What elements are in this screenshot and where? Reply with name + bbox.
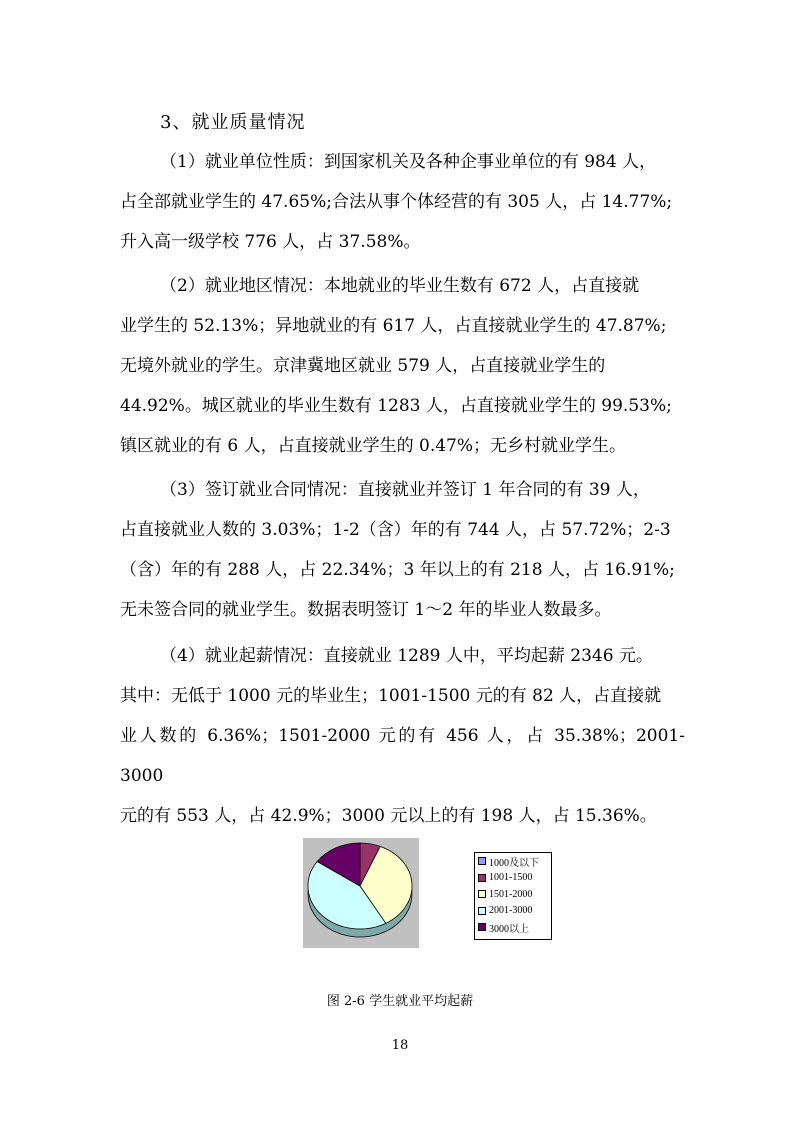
legend-item bbox=[475, 919, 551, 936]
text-line: 占全部就业学生的 47.65%;合法从事个体经营的有 305 人，占 14.77%; bbox=[120, 192, 673, 212]
legend-swatch bbox=[478, 857, 486, 865]
legend-swatch bbox=[478, 874, 486, 882]
paragraph-starting-salary bbox=[120, 636, 685, 836]
pie-chart-svg bbox=[300, 836, 430, 951]
text-line: 业人数的 6.36%；1501-2000 元的有 456 人，占 35.38%；2001-3000 bbox=[120, 726, 685, 786]
legend-swatch bbox=[478, 907, 486, 915]
legend-item bbox=[475, 886, 551, 903]
text-line: 其中：无低于 1000 元的毕业生；1001-1500 元的有 82 人，占直接就 bbox=[120, 686, 662, 706]
paragraph-employer-type bbox=[120, 142, 685, 262]
figure-caption: 图 2-6 学生就业平均起薪 bbox=[326, 994, 474, 1009]
paragraph-employment-region bbox=[120, 266, 685, 466]
text-line: 无未签合同的就业学生。数据表明签订 1～2 年的毕业人数最多。 bbox=[120, 600, 612, 620]
legend-label: 1501-2000 bbox=[489, 888, 533, 900]
legend-item bbox=[475, 870, 551, 887]
paragraph-contracts bbox=[120, 470, 685, 630]
text-line: 业学生的 52.13%；异地就业的有 617 人，占直接就业学生的 47.87%; bbox=[120, 316, 667, 336]
legend-item bbox=[475, 903, 551, 920]
text-line: （2）就业地区情况：本地就业的毕业生数有 672 人，占直接就 bbox=[160, 276, 640, 296]
page-number: 18 bbox=[391, 1038, 409, 1053]
legend-label: 2001-3000 bbox=[489, 905, 533, 917]
text-line: 44.92%。城区就业的毕业生数有 1283 人，占直接就业学生的 99.53%; bbox=[120, 396, 672, 416]
legend-item bbox=[475, 853, 551, 870]
legend-label: 1001-1500 bbox=[489, 872, 533, 884]
text-line: 镇区就业的有 6 人，占直接就业学生的 0.47%；无乡村就业学生。 bbox=[120, 436, 627, 456]
text-line: 元的有 553 人，占 42.9%；3000 元以上的有 198 人，占 15.36%。 bbox=[120, 806, 657, 826]
text-line: 升入高一级学校 776 人，占 37.58%。 bbox=[120, 232, 421, 252]
text-line: 占直接就业人数的 3.03%；1-2（含）年的有 744 人，占 57.72%；2-3 bbox=[120, 520, 671, 540]
legend-swatch bbox=[478, 923, 486, 931]
text-line: 无境外就业的学生。京津冀地区就业 579 人，占直接就业学生的 bbox=[120, 356, 606, 376]
legend-label: 1000及以下 bbox=[489, 857, 539, 869]
legend-label: 3000以上 bbox=[489, 923, 529, 935]
chart-legend bbox=[474, 852, 552, 940]
text-line: （4）就业起薪情况：直接就业 1289 人中，平均起薪 2346 元。 bbox=[160, 646, 653, 666]
legend-swatch bbox=[478, 890, 486, 898]
text-line: （含）年的有 288 人，占 22.34%；3 年以上的有 218 人，占 16.91%; bbox=[120, 560, 675, 580]
section-heading: 3、就业质量情况 bbox=[160, 112, 306, 133]
text-line: （3）签订就业合同情况：直接就业并签订 1 年合同的有 39 人， bbox=[160, 480, 650, 500]
text-line: （1）就业单位性质：到国家机关及各种企事业单位的有 984 人， bbox=[160, 152, 657, 172]
